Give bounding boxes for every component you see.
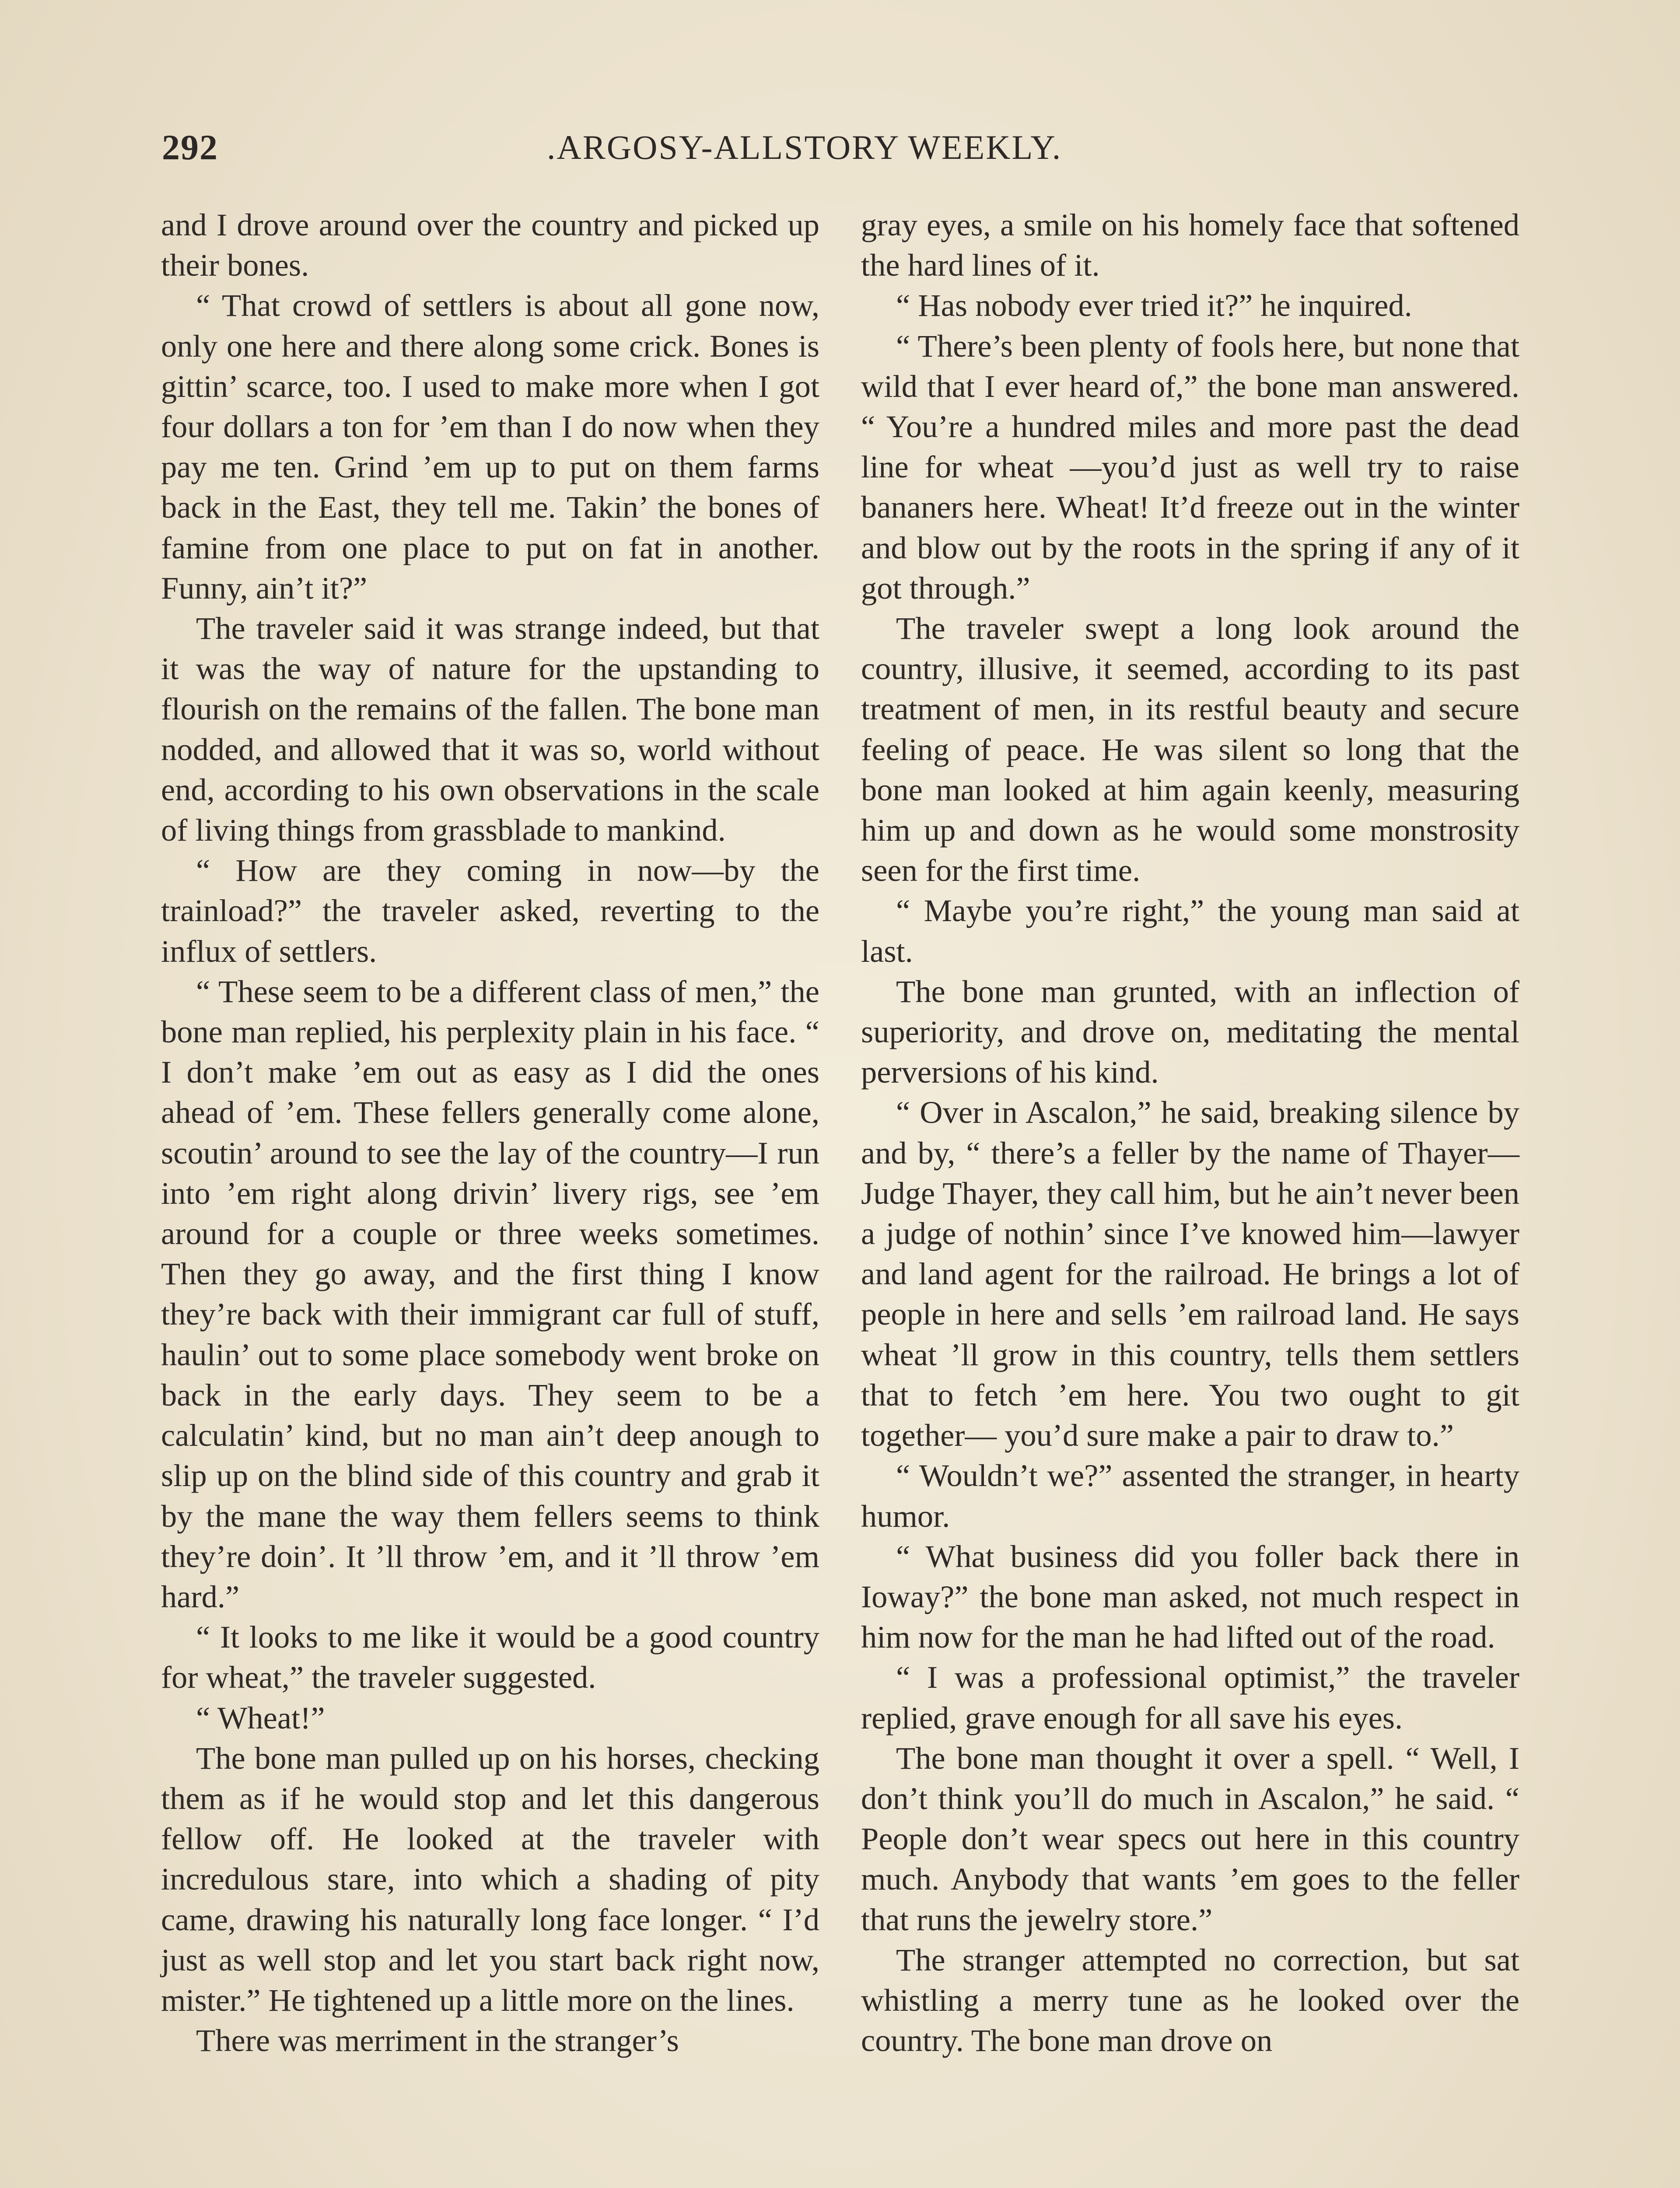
paragraph: The bone man pulled up on his horses, checking them as if he would stop and let this dangerous fellow off. He looked at the traveler with incredulous stare, into which a shading of pity came, drawing his naturally long face longer. “ I’d just as well stop and let you start back right now, mister.” He tightened up a little more on the lines. bbox=[161, 1740, 819, 2018]
page-number: 292 bbox=[162, 127, 218, 167]
paragraph: The bone man thought it over a spell. “ Well, I don’t think you’ll do much in Ascalon,” he said. “ People don’t wear specs out here in this country much. Anybody that wants ’em goes to the feller that runs the jewelry store.” bbox=[861, 1740, 1519, 1937]
right-column bbox=[861, 205, 1519, 2061]
paragraph: gray eyes, a smile on his homely face that softened the hard lines of it. bbox=[861, 207, 1519, 283]
paragraph: “ There’s been plenty of fools here, but none that wild that I ever heard of,” the bone man answered. “ You’re a hundred miles and more past the dead line for wheat —you’d just as well try to raise bananers here. Wheat! It’d freeze out in the winter and blow out by the roots in the spring if any of it got through.” bbox=[861, 328, 1519, 606]
paragraph: There was merriment in the stranger’s bbox=[196, 2023, 679, 2058]
paragraph: “ I was a professional optimist,” the traveler replied, grave enough for all save his eyes. bbox=[861, 1659, 1519, 1736]
paragraph: The traveler swept a long look around the country, illusive, it seemed, according to its past treatment of men, in its restful beauty and secure feeling of peace. He was silent so long that the bone man looked at him again keenly, measuring him up and down as he would some monstrosity seen for the first time. bbox=[861, 610, 1519, 888]
paragraph: “ It looks to me like it would be a good country for wheat,” the traveler suggested. bbox=[161, 1619, 819, 1695]
left-column bbox=[161, 205, 819, 2061]
paragraph: “ Maybe you’re right,” the young man said at last. bbox=[861, 893, 1519, 969]
paragraph: “ These seem to be a different class of men,” the bone man replied, his perplexity plain in his face. “ I don’t make ’em out as easy as I did the ones ahead of ’em. These fellers generally come alone, scoutin’ around to see the lay of the country—I run into ’em right along drivin’ livery rigs, see ’em around for a couple or three weeks sometimes. Then they go away, and the first thing I know they’re back with their immigrant car full of stuff, haulin’ out to some place somebody went broke on back in the early days. They seem to be a calculatin’ kind, but no man ain’t deep anough to slip up on the blind side of this country and grab it by the mane the way them fellers seems to think they’re doin’. It ’ll throw ’em, and it ’ll throw ’em hard.” bbox=[161, 973, 819, 1614]
paragraph: “ Has nobody ever tried it?” he inquired. bbox=[896, 288, 1412, 323]
paragraph: The traveler said it was strange indeed, but that it was the way of nature for the upstanding to flourish on the remains of the fallen. The bone man nodded, and allowed that it was so, world without end, according to his own observations in the scale of living things from grassblade to mankind. bbox=[161, 610, 819, 848]
paragraph: “ Over in Ascalon,” he said, breaking silence by and by, “ there’s a feller by the name of Thayer—Judge Thayer, they call him, but he ain’t never been a judge of nothin’ since I’ve knowed him—lawyer and land agent for the railroad. He brings a lot of people in here and sells ’em railroad land. He says wheat ’ll grow in this country, tells them settlers that to fetch ’em here. You two ought to git together— you’d sure make a pair to draw to.” bbox=[861, 1094, 1519, 1453]
paragraph: “ Wouldn’t we?” assented the stranger, in hearty humor. bbox=[861, 1458, 1519, 1534]
paragraph: and I drove around over the country and picked up their bones. bbox=[161, 207, 819, 283]
running-head: .ARGOSY-ALLSTORY WEEKLY. bbox=[547, 128, 1062, 166]
paragraph: “ What business did you foller back there in Ioway?” the bone man asked, not much respect in him now for the man he had lifted out of the road. bbox=[861, 1538, 1519, 1655]
paragraph: The bone man grunted, with an inflection of superiority, and drove on, meditating the mental perversions of his kind. bbox=[861, 973, 1519, 1090]
paragraph: The stranger attempted no correction, but sat whistling a merry tune as he looked over the country. The bone man drove on bbox=[861, 1942, 1519, 2058]
paragraph: “ How are they coming in now—by the trainload?” the traveler asked, reverting to the influx of settlers. bbox=[161, 852, 819, 969]
paragraph: “ Wheat!” bbox=[196, 1700, 325, 1736]
paragraph: “ That crowd of settlers is about all gone now, only one here and there along some crick. Bones is gittin’ scarce, too. I used to make more when I got four dollars a ton for ’em than I do now when they pay me ten. Grind ’em up to put on them farms back in the East, they tell me. Takin’ the bones of famine from one place to put on fat in another. Funny, ain’t it?” bbox=[161, 288, 819, 606]
